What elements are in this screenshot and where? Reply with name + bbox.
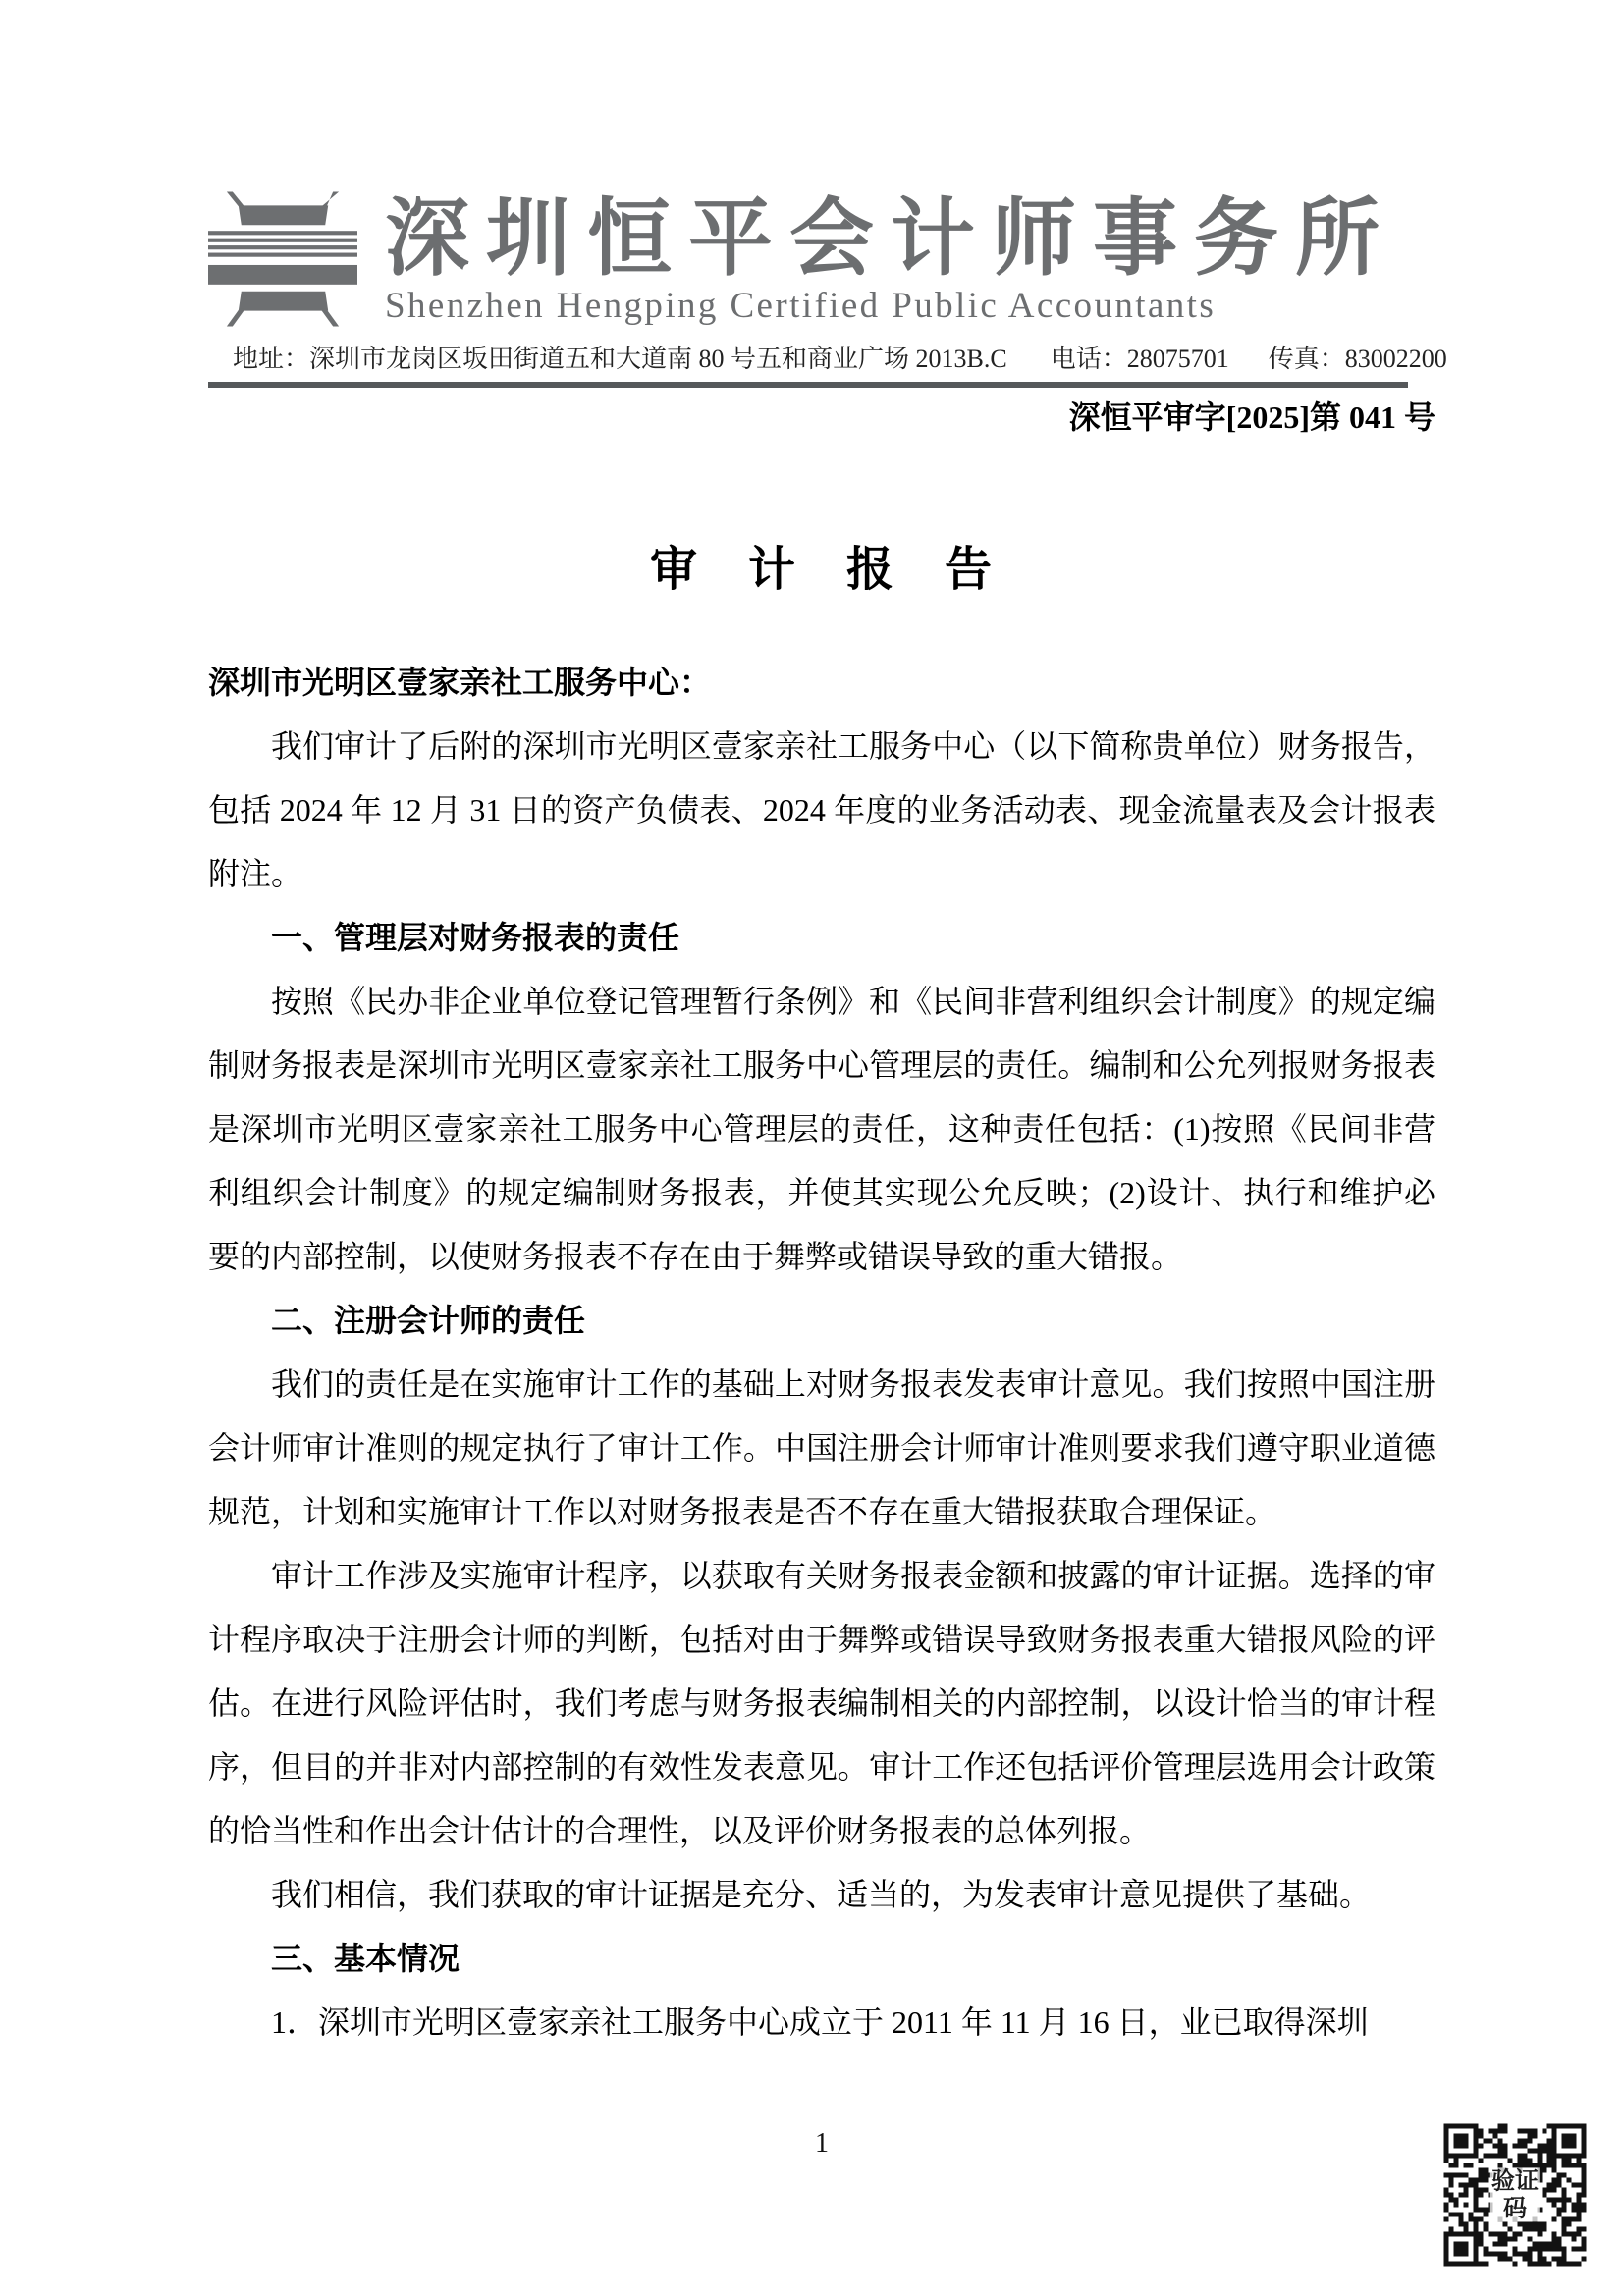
body-paragraph: 我们审计了后附的深圳市光明区壹家亲社工服务中心（以下简称贵单位）财务报告，包括 2024 年 12 月 31 日的资产负债表、2024 年度的业务活动表、现金流量表及会计报表附注。 [208,727,1435,891]
letterhead-contact-row [208,343,1447,388]
section-heading: 二、注册会计师的责任 [271,1302,586,1338]
abacus-stack-logo-icon [208,191,357,327]
firm-phone: 电话：28075701 [1050,345,1229,373]
report-body [208,651,1435,2055]
page-number: 1 [815,2128,829,2159]
firm-names [385,191,1435,327]
report-title: 审 计 报 告 [649,544,994,597]
qr-code [1441,2121,1589,2269]
firm-address: 地址：深圳市龙岗区坂田街道五和大道南 80 号五和商业广场 2013B.C [233,345,1007,373]
body-paragraph: 1．深圳市光明区壹家亲社工服务中心成立于 2011 年 11 月 16 日，业已取得深圳 [271,2003,1369,2040]
section-heading: 深圳市光明区壹家亲社工服务中心： [208,664,712,700]
body-paragraph: 审计工作涉及实施审计程序，以获取有关财务报表金额和披露的审计证据。选择的审计程序取决于注册会计师的判断，包括对由于舞弊或错误导致财务报表重大错报风险的评估。在进行风险评估时，我们考虑与财务报表编制相关的内部控制，以设计恰当的审计程序，但目的并非对内部控制的有效性发表意见。审计工作还包括评价管理层选用会计政策的恰当性和作出会计估计的合理性，以及评价财务报表的总体列报。 [208,1557,1435,1848]
body-paragraph: 我们的责任是在实施审计工作的基础上对财务报表发表审计意见。我们按照中国注册会计师审计准则的规定执行了审计工作。中国注册会计师审计准则要求我们遵守职业道德规范，计划和实施审计工作以对财务报表是否不存在重大错报获取合理保证。 [208,1365,1435,1529]
body-paragraph: 我们相信，我们获取的审计证据是充分、适当的，为发表审计意见提供了基础。 [271,1876,1372,1912]
qr-verification-label: 验证码 [1490,2167,1539,2221]
company-name-cn: 深圳恒平会计师事务所 [385,191,1396,286]
letterhead [208,191,1435,327]
company-name-en: Shenzhen Hengping Certified Public Accountants [385,286,1217,327]
section-heading: 三、基本情况 [271,1940,460,1976]
document-ref-number: 深恒平审字[2025]第 041 号 [1068,399,1435,435]
body-paragraph: 按照《民办非企业单位登记管理暂行条例》和《民间非营利组织会计制度》的规定编制财务报表是深圳市光明区壹家亲社工服务中心管理层的责任。编制和公允列报财务报表是深圳市光明区壹家亲社工服务中心管理层的责任，这种责任包括：(1)按照《民间非营利组织会计制度》的规定编制财务报表，并使其实现公允反映；(2)设计、执行和维护必要的内部控制，以使财务报表不存在由于舞弊或错误导致的重大错报。 [208,983,1435,1274]
firm-logo [208,191,357,327]
firm-fax: 传真：83002200 [1268,345,1447,373]
section-heading: 一、管理层对财务报表的责任 [271,919,680,955]
